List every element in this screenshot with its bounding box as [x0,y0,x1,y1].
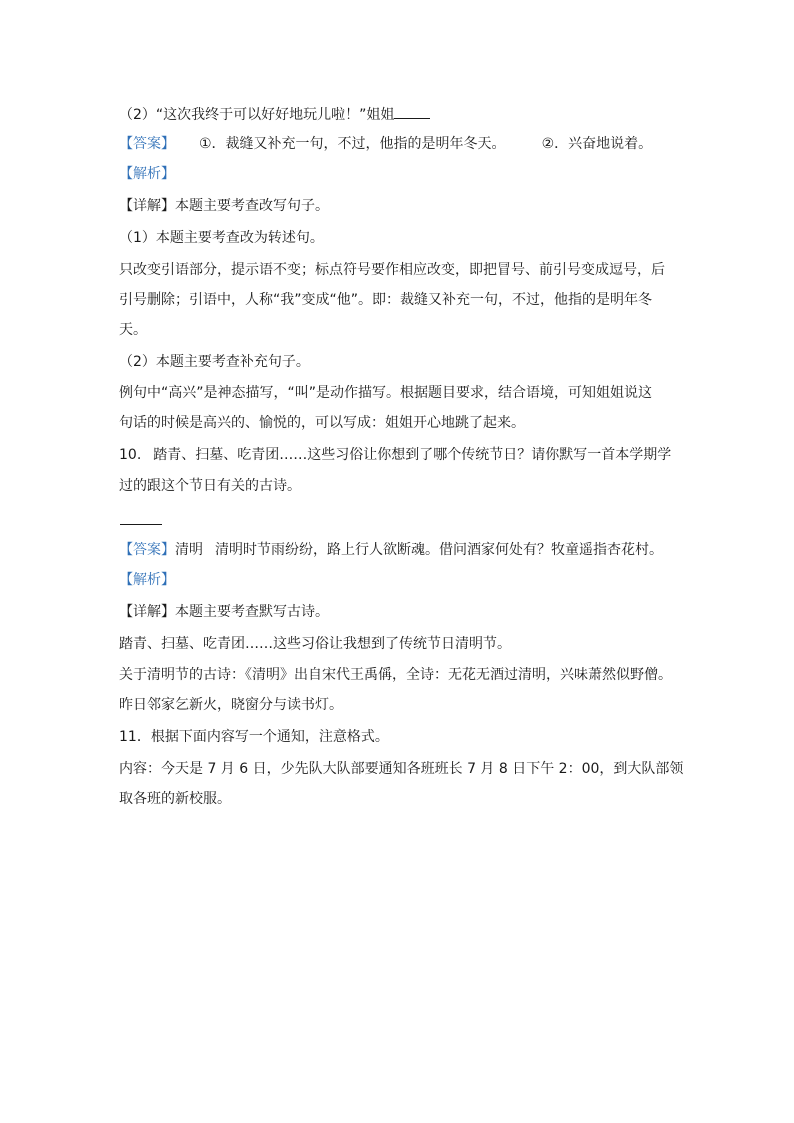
paragraph-3: 踏青、扫墓、吃青团……这些习俗让我想到了传统节日清明节。 [119,636,511,652]
answer-blank-line [120,524,162,525]
question-2-prompt [119,104,430,125]
question-10-line-1 [119,445,671,465]
answer-1-part-b: ②．兴奋地说着。 [541,136,653,152]
sub-question-1: （1）本题主要考查改为转述句。 [119,230,324,246]
question-10-line-2: 过的跟这个节日有关的古诗。 [119,478,301,494]
question-10-text: 踏青、扫墓、吃青团……这些习俗让你想到了哪个传统节日？请你默写一首本学期学 [153,447,672,463]
paragraph-4-line-1: 关于清明节的古诗：《清明》出自宋代王禹偁，全诗：无花无酒过清明，兴味萧然似野僧。 [119,667,672,683]
paragraph-5-line-1: 内容：今天是 7 月 6 日，少先队大队部要通知各班班长 7 月 8 日下午 2：00，到大队部领 [119,761,684,777]
paragraph-1-line-1: 只改变引语部分，提示语不变；标点符号要作相应改变，即把冒号、前引号变成逗号，后 [119,262,665,278]
detail-line-1: 【详解】本题主要考查改写句子。 [119,198,329,214]
question-10-number: 10. [119,447,142,463]
detail-line-2: 【详解】本题主要考查默写古诗。 [119,604,329,620]
answer-tag: 【答案】 [119,542,175,558]
answer-line-2 [119,540,663,560]
answer-tag: 【答案】 [119,136,175,152]
analysis-tag: 【解析】 [119,572,175,588]
paragraph-1-line-2: 引号删除；引语中，人称“我”变成“他”。即：裁缝又补充一句，不过，他指的是明年冬 [119,292,653,308]
answer-1-part-a: ①．裁缝又补充一句，不过，他指的是明年冬天。 [199,136,506,152]
paragraph-5-line-2: 取各班的新校服。 [119,791,231,807]
answer-2-part-a: 清明 [175,542,203,558]
paragraph-1-line-3: 天。 [119,322,147,338]
sub-question-2: （2）本题主要考查补充句子。 [119,354,310,370]
answer-2-part-b: 清明时节雨纷纷，路上行人欲断魂。借问酒家何处有？牧童遥指杏花村。 [215,542,663,558]
analysis-tag: 【解析】 [119,166,175,182]
paragraph-2-line-1: 例句中“高兴”是神态描写，“叫”是动作描写。根据题目要求，结合语境，可知姐姐说这 [119,385,653,401]
paragraph-4-line-2: 昨日邻家乞新火，晓窗分与读书灯。 [119,697,343,713]
answer-blank [394,104,430,119]
question-11: 11．根据下面内容写一个通知，注意格式。 [119,729,389,745]
question-2-text: （2）“这次我终于可以好好地玩儿啦！”姐姐 [119,107,395,123]
answer-line-1 [119,134,652,154]
paragraph-2-line-2: 句话的时候是高兴的、愉悦的，可以写成：姐姐开心地跳了起来。 [119,415,525,431]
